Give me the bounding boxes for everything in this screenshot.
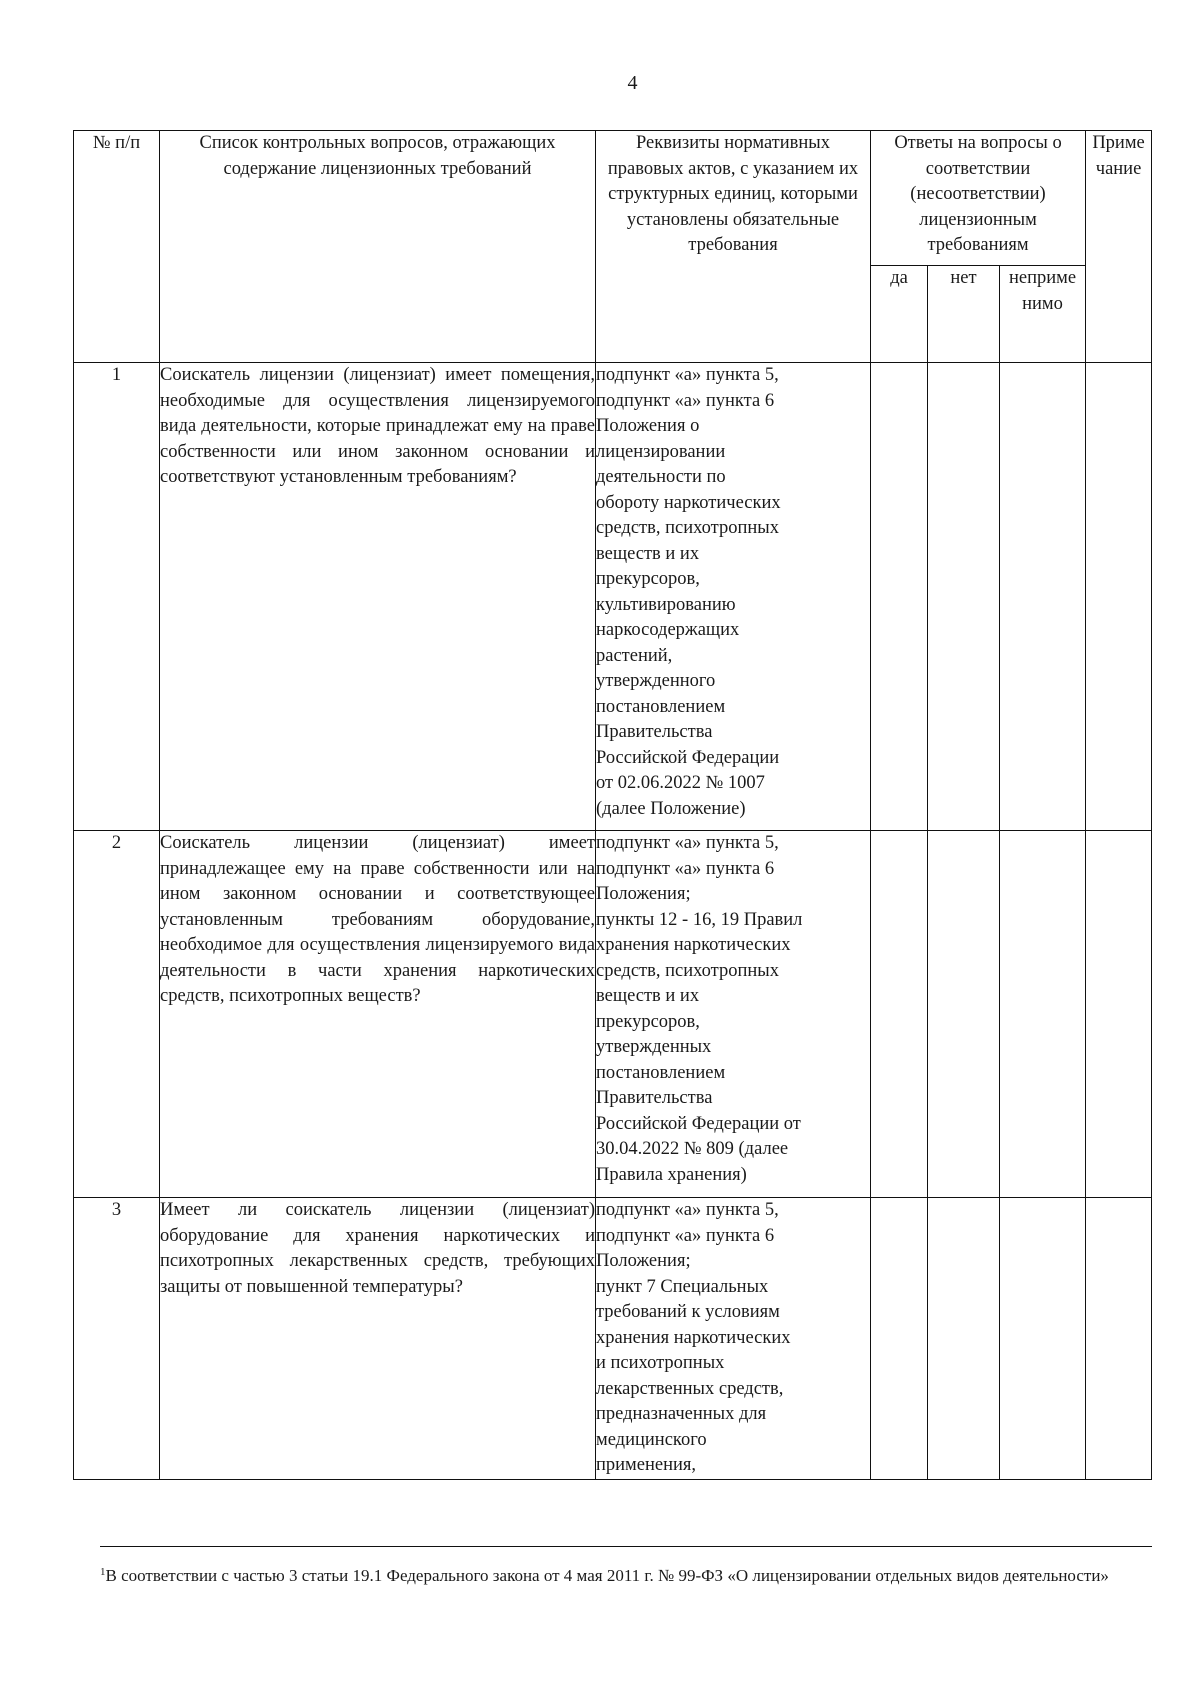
reference-line: Положения;: [596, 1251, 691, 1271]
page-number: 4: [627, 72, 638, 94]
reference-line: подпункт «а» пункта 6: [596, 390, 775, 411]
header-answer-not-applicable: неприме нимо: [1000, 266, 1086, 363]
row-question: Соискатель лицензии (лицензиат) имеет принадлежащее ему на праве собственности или на ином законном основании и соответствующее установленным требованиям оборудование, необходимое для осуществления лицензируемого вида деятельности в части хранения наркотических средств, психотропных веществ?: [160, 831, 596, 1198]
row-question: Соискатель лицензии (лицензиат) имеет помещения, необходимые для осуществления лицензируемого вида деятельности, которые принадлежат ему на праве собственности или ином законном основании и соответствуют установленным требованиям?: [160, 363, 596, 831]
reference-line: прекурсоров,: [596, 569, 700, 589]
reference-line: средств, психотропных: [596, 960, 779, 981]
reference-line: (далее Положение): [596, 798, 746, 819]
reference-line: культивированию: [596, 594, 736, 615]
reference-line: и психотропных: [596, 1353, 725, 1373]
license-checklist-table: [73, 130, 1152, 1480]
answer-not-applicable-cell[interactable]: [1000, 363, 1086, 831]
row-number: 1: [74, 363, 160, 831]
answer-yes-cell[interactable]: [871, 363, 928, 831]
reference-line: обороту наркотических: [596, 492, 781, 513]
reference-line: требований к условиям: [596, 1302, 780, 1322]
answer-not-applicable-cell[interactable]: [1000, 1198, 1086, 1480]
answer-no-cell[interactable]: [928, 363, 1000, 831]
reference-line: Российской Федерации: [596, 747, 780, 768]
reference-line: хранения наркотических: [596, 1327, 791, 1348]
footnote-text: В соответствии с частью 3 статьи 19.1 Федерального закона от 4 мая 2011 г. № 99-ФЗ «О лицензировании отдельных видов деятельности»: [105, 1566, 1109, 1585]
reference-line: веществ и их: [596, 543, 700, 564]
reference-line: медицинского: [596, 1429, 707, 1450]
reference-line: средств, психотропных: [596, 518, 779, 538]
reference-line: подпункт «а» пункта 5,: [596, 365, 779, 385]
reference-line: Положения о: [596, 416, 700, 436]
answer-no-cell[interactable]: [928, 831, 1000, 1198]
answer-yes-cell[interactable]: [871, 831, 928, 1198]
answer-yes-cell[interactable]: [871, 1198, 928, 1480]
footnote-marker: 1: [100, 1566, 106, 1578]
table-row: [74, 363, 1152, 831]
row-legal-references: [596, 363, 871, 831]
reference-line: подпункт «а» пункта 5,: [596, 1200, 779, 1220]
reference-line: подпункт «а» пункта 6: [596, 1225, 775, 1246]
header-answers: Ответы на вопросы о соответствии (несоответствии) лицензионным требованиям: [871, 131, 1086, 266]
answer-no-cell[interactable]: [928, 1198, 1000, 1480]
reference-line: подпункт «а» пункта 6: [596, 858, 775, 879]
reference-line: Положения;: [596, 884, 691, 904]
reference-line: хранения наркотических: [596, 935, 791, 955]
header-questions: Список контрольных вопросов, отражающих содержание лицензионных требований: [160, 131, 596, 363]
reference-line: деятельности по: [596, 467, 726, 487]
header-answer-yes: да: [871, 266, 928, 363]
reference-line: от 02.06.2022 № 1007: [596, 773, 765, 793]
row-number: 2: [74, 831, 160, 1198]
reference-line: лекарственных средств,: [596, 1378, 784, 1399]
table-row: [74, 1198, 1152, 1480]
reference-line: постановлением: [596, 696, 726, 717]
header-legal-references: Реквизиты нормативных правовых актов, с указанием их структурных единиц, которыми установлены обязательные требования: [596, 131, 871, 363]
footnote-divider: [100, 1546, 1152, 1547]
reference-line: лицензировании: [596, 441, 726, 462]
reference-line: Правила хранения): [596, 1164, 747, 1185]
header-answer-no: нет: [928, 266, 1000, 363]
reference-line: утвержденного: [596, 671, 716, 691]
row-number: 3: [74, 1198, 160, 1480]
reference-line: Правительства: [596, 1088, 713, 1108]
reference-line: Правительства: [596, 722, 713, 742]
reference-line: пункт 7 Специальных: [596, 1276, 769, 1297]
reference-line: прекурсоров,: [596, 1011, 700, 1032]
reference-line: 30.04.2022 № 809 (далее: [596, 1139, 789, 1159]
row-legal-references: [596, 831, 871, 1198]
reference-line: применения,: [596, 1455, 697, 1475]
note-cell[interactable]: [1086, 831, 1152, 1198]
note-cell[interactable]: [1086, 363, 1152, 831]
row-question: Имеет ли соискатель лицензии (лицензиат) оборудование для хранения наркотических и психотропных лекарственных средств, требующих защиты от повышенной температуры?: [160, 1198, 596, 1480]
reference-line: постановлением: [596, 1062, 726, 1083]
reference-line: утвержденных: [596, 1037, 712, 1057]
reference-line: Российской Федерации от: [596, 1113, 801, 1134]
row-legal-references: [596, 1198, 871, 1480]
answer-not-applicable-cell[interactable]: [1000, 831, 1086, 1198]
header-note: Приме чание: [1086, 131, 1152, 363]
header-number: № п/п: [74, 131, 160, 363]
reference-line: растений,: [596, 645, 673, 666]
table-row: [74, 831, 1152, 1198]
footnote: [100, 1560, 1155, 1588]
reference-line: пункты 12 - 16, 19 Правил: [596, 909, 803, 930]
reference-line: предназначенных для: [596, 1404, 767, 1424]
reference-line: подпункт «а» пункта 5,: [596, 833, 779, 853]
note-cell[interactable]: [1086, 1198, 1152, 1480]
reference-line: веществ и их: [596, 986, 700, 1006]
reference-line: наркосодержащих: [596, 620, 740, 640]
